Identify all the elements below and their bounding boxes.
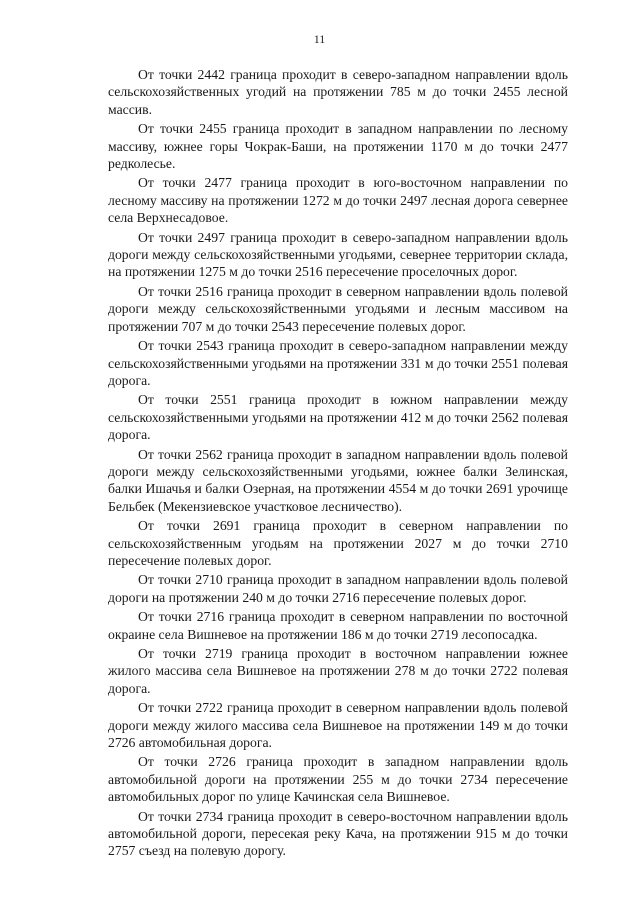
paragraph: От точки 2722 граница проходит в северном направлении вдоль полевой дороги между жилого массива села Вишневое на протяжении 149 м до точки 2726 автомобильная дорога. <box>108 700 568 751</box>
paragraph: От точки 2442 граница проходит в северо-западном направлении вдоль сельскохозяйственных угодий на протяжении 785 м до точки 2455 лесной массив. <box>108 67 568 117</box>
paragraph: От точки 2477 граница проходит в юго-восточном направлении по лесному массиву на протяжении 1272 м до точки 2497 лесная дорога севернее села Верхнесадовое. <box>108 175 568 226</box>
paragraph: От точки 2562 граница проходит в западном направлении вдоль полевой дороги между сельскохозяйственными угодьями, южнее балки Зелинская, балки Ишачья и балки Озерная, на протяжении 4554 м до точки 2691 урочище Бельбек (Мекензиевское участковое лесничество). <box>108 446 568 514</box>
paragraph: От точки 2497 граница проходит в северо-западном направлении вдоль дороги между сельскохозяйственными угодьями, севернее территории склада, на протяжении 1275 м до точки 2516 пересечение проселочных дорог. <box>108 229 568 280</box>
paragraph: От точки 2455 граница проходит в западном направлении по лесному массиву, южнее горы Чокрак-Баши, на протяжении 1170 м до точки 2477 редколесье. <box>108 121 568 172</box>
paragraph: От точки 2734 граница проходит в северо-восточном направлении вдоль автомобильной дороги, пересекая реку Кача, на протяжении 915 м до точки 2757 съезд на полевую дорогу. <box>108 808 568 859</box>
paragraph: От точки 2716 граница проходит в северном направлении по восточной окраине села Вишневое на протяжении 186 м до точки 2719 лесопосадка. <box>108 609 568 642</box>
paragraph: От точки 2551 граница проходит в южном направлении между сельскохозяйственными угодьями на протяжении 412 м до точки 2562 полевая дорога. <box>108 392 568 443</box>
document-body <box>108 66 568 862</box>
paragraph: От точки 2691 граница проходит в северном направлении по сельскохозяйственным угодьям на протяжении 2027 м до точки 2710 пересечение полевых дорог. <box>108 518 568 568</box>
paragraph: От точки 2726 граница проходит в западном направлении вдоль автомобильной дороги на протяжении 255 м до точки 2734 пересечение автомобильных дорог по улице Качинская села Вишневое. <box>108 754 568 805</box>
page-number: 11 <box>313 32 326 46</box>
paragraph: От точки 2543 граница проходит в северо-западном направлении между сельскохозяйственными угодьями на протяжении 331 м до точки 2551 полевая дорога. <box>108 338 568 388</box>
paragraph: От точки 2710 граница проходит в западном направлении вдоль полевой дороги на протяжении 240 м до точки 2716 пересечение полевых дорог. <box>108 572 568 605</box>
paragraph: От точки 2516 граница проходит в северном направлении вдоль полевой дороги между сельскохозяйственными угодьями и лесным массивом на протяжении 707 м до точки 2543 пересечение полевых дорог. <box>108 283 568 334</box>
paragraph: От точки 2719 граница проходит в восточном направлении южнее жилого массива села Вишневое на протяжении 278 м до точки 2722 полевая дорога. <box>108 646 568 696</box>
